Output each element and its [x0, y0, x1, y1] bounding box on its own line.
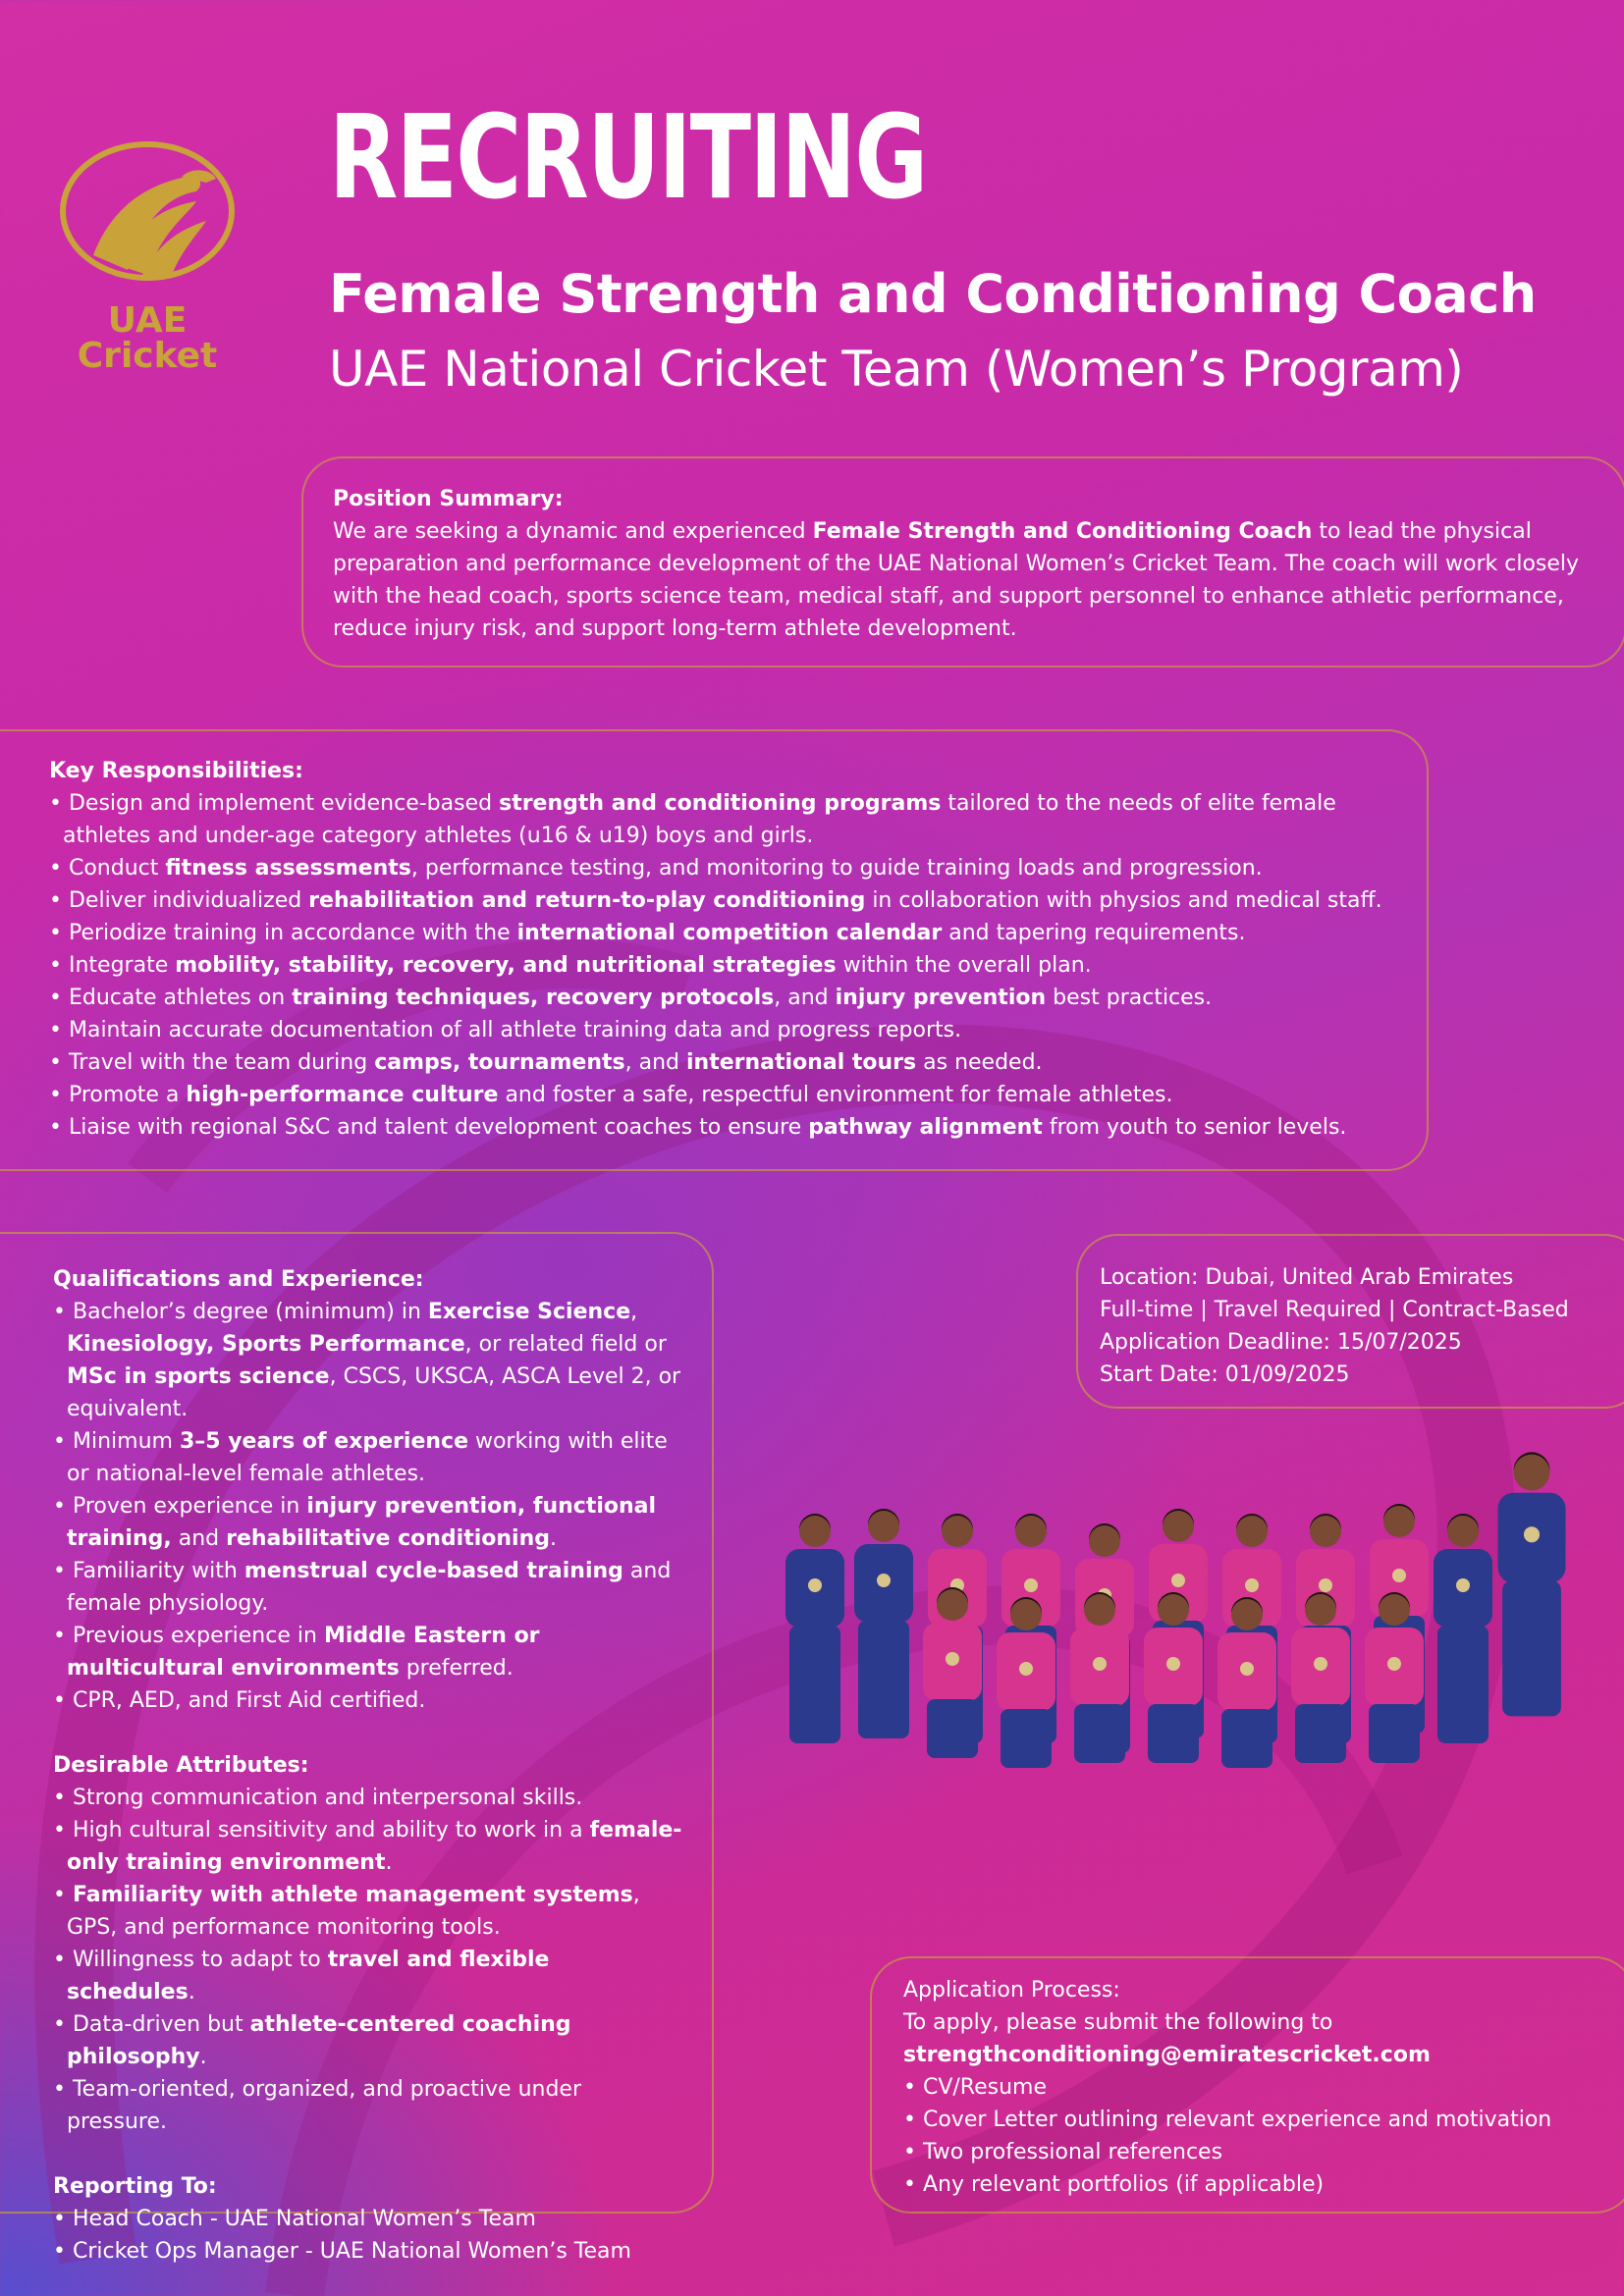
- list-item: • Cover Letter outlining relevant experience and motivation: [903, 2104, 1612, 2136]
- application-process-card: [870, 1956, 1624, 2214]
- reporting-list: [53, 2203, 682, 2268]
- player-figure: [1498, 1452, 1566, 1716]
- summary-heading: Position Summary:: [333, 487, 564, 511]
- page-title: RECRUITING: [329, 89, 927, 225]
- deadline-text: Application Deadline: 15/07/2025: [1100, 1330, 1462, 1355]
- list-item: • CPR, AED, and First Aid certified.: [53, 1684, 682, 1717]
- list-item: • Head Coach - UAE National Women’s Team: [53, 2203, 682, 2235]
- summary-text: We are seeking a dynamic and experienced Female Strength and Conditioning Coach to lead the physical preparation and performance development of the UAE National Women’s Cricket Team. The coach will work closely with the head coach, sports science team, medical staff, and support personnel to enhance athletic performance, reduce injury risk, and support long-term athlete development.: [333, 519, 1580, 641]
- player-figure: [1434, 1514, 1492, 1743]
- list-item: • Any relevant portfolios (if applicable): [903, 2168, 1612, 2201]
- responsibilities-list: [49, 787, 1397, 1144]
- list-item: • Bachelor’s degree (minimum) in Exercise Science, Kinesiology, Sports Performance, or related field or MSc in sports science, CSCS, UKSCA, ASCA Level 2, or equivalent.: [53, 1296, 682, 1425]
- list-item: • Periodize training in accordance with the international competition calendar and tapering requirements.: [49, 917, 1397, 949]
- application-email-link[interactable]: strengthconditioning@emiratescricket.com: [903, 2043, 1431, 2067]
- attributes-list: [53, 1782, 682, 2138]
- employment-type-text: Full-time | Travel Required | Contract-Based: [1100, 1298, 1569, 1322]
- job-details-card: [1076, 1234, 1624, 1409]
- qualifications-list: [53, 1296, 682, 1717]
- logo-text-uae: UAE: [107, 300, 188, 341]
- application-list: [903, 2071, 1612, 2201]
- list-item: • Cricket Ops Manager - UAE National Women’s Team: [53, 2235, 682, 2268]
- list-item: • Strong communication and interpersonal skills.: [53, 1782, 682, 1814]
- list-item: • Previous experience in Middle Eastern or multicultural environments preferred.: [53, 1620, 682, 1684]
- list-item: • Promote a high-performance culture and foster a safe, respectful environment for female athletes.: [49, 1079, 1397, 1111]
- list-item: • Travel with the team during camps, tournaments, and international tours as needed.: [49, 1046, 1397, 1079]
- attributes-heading: Desirable Attributes:: [53, 1753, 309, 1778]
- start-date-text: Start Date: 01/09/2025: [1100, 1362, 1350, 1387]
- list-item: • Design and implement evidence-based strength and conditioning programs tailored to the needs of elite female athletes and under-age category athletes (u16 & u19) boys and girls.: [49, 787, 1397, 852]
- list-item: • Two professional references: [903, 2136, 1612, 2168]
- application-heading: Application Process:: [903, 1978, 1120, 2002]
- list-item: • Data-driven but athlete-centered coaching philosophy.: [53, 2008, 682, 2073]
- job-title: Female Strength and Conditioning Coach: [329, 263, 1537, 325]
- list-item: • Minimum 3–5 years of experience working with elite or national-level female athletes.: [53, 1425, 682, 1490]
- qualifications-heading: Qualifications and Experience:: [53, 1267, 424, 1292]
- list-item: • Familiarity with menstrual cycle-based training and female physiology.: [53, 1555, 682, 1620]
- list-item: • Willingness to adapt to travel and flexible schedules.: [53, 1944, 682, 2008]
- list-item: • Familiarity with athlete management systems, GPS, and performance monitoring tools.: [53, 1879, 682, 1944]
- logo-text-cricket: Cricket: [77, 336, 218, 376]
- responsibilities-heading: Key Responsibilities:: [49, 759, 303, 783]
- position-summary-card: [301, 456, 1624, 667]
- falcon-emblem-icon: [49, 137, 245, 294]
- team-name: UAE National Cricket Team (Women’s Program): [329, 341, 1464, 398]
- player-figure: [854, 1509, 913, 1738]
- player-figure: [785, 1514, 844, 1743]
- list-item: • Proven experience in injury prevention, functional training, and rehabilitative conditioning.: [53, 1490, 682, 1555]
- location-text: Location: Dubai, United Arab Emirates: [1100, 1265, 1514, 1290]
- reporting-heading: Reporting To:: [53, 2174, 217, 2199]
- key-responsibilities-card: [0, 729, 1429, 1171]
- list-item: • Integrate mobility, stability, recovery, and nutritional strategies within the overall plan.: [49, 949, 1397, 982]
- list-item: • Educate athletes on training techniques, recovery protocols, and injury prevention best practices.: [49, 982, 1397, 1014]
- application-intro: To apply, please submit the following to: [903, 2010, 1333, 2035]
- uae-cricket-logo: [49, 137, 245, 393]
- list-item: • Conduct fitness assessments, performance testing, and monitoring to guide training loads and progression.: [49, 852, 1397, 884]
- team-photo: [756, 1433, 1591, 1875]
- list-item: • Team-oriented, organized, and proactive under pressure.: [53, 2073, 682, 2138]
- list-item: • Deliver individualized rehabilitation and return-to-play conditioning in collaboration with physios and medical staff.: [49, 884, 1397, 917]
- list-item: • Liaise with regional S&C and talent development coaches to ensure pathway alignment from youth to senior levels.: [49, 1111, 1397, 1144]
- list-item: • High cultural sensitivity and ability to work in a female-only training environment.: [53, 1814, 682, 1879]
- list-item: • Maintain accurate documentation of all athlete training data and progress reports.: [49, 1014, 1397, 1046]
- list-item: • CV/Resume: [903, 2071, 1612, 2104]
- qualifications-card: [0, 1232, 714, 2264]
